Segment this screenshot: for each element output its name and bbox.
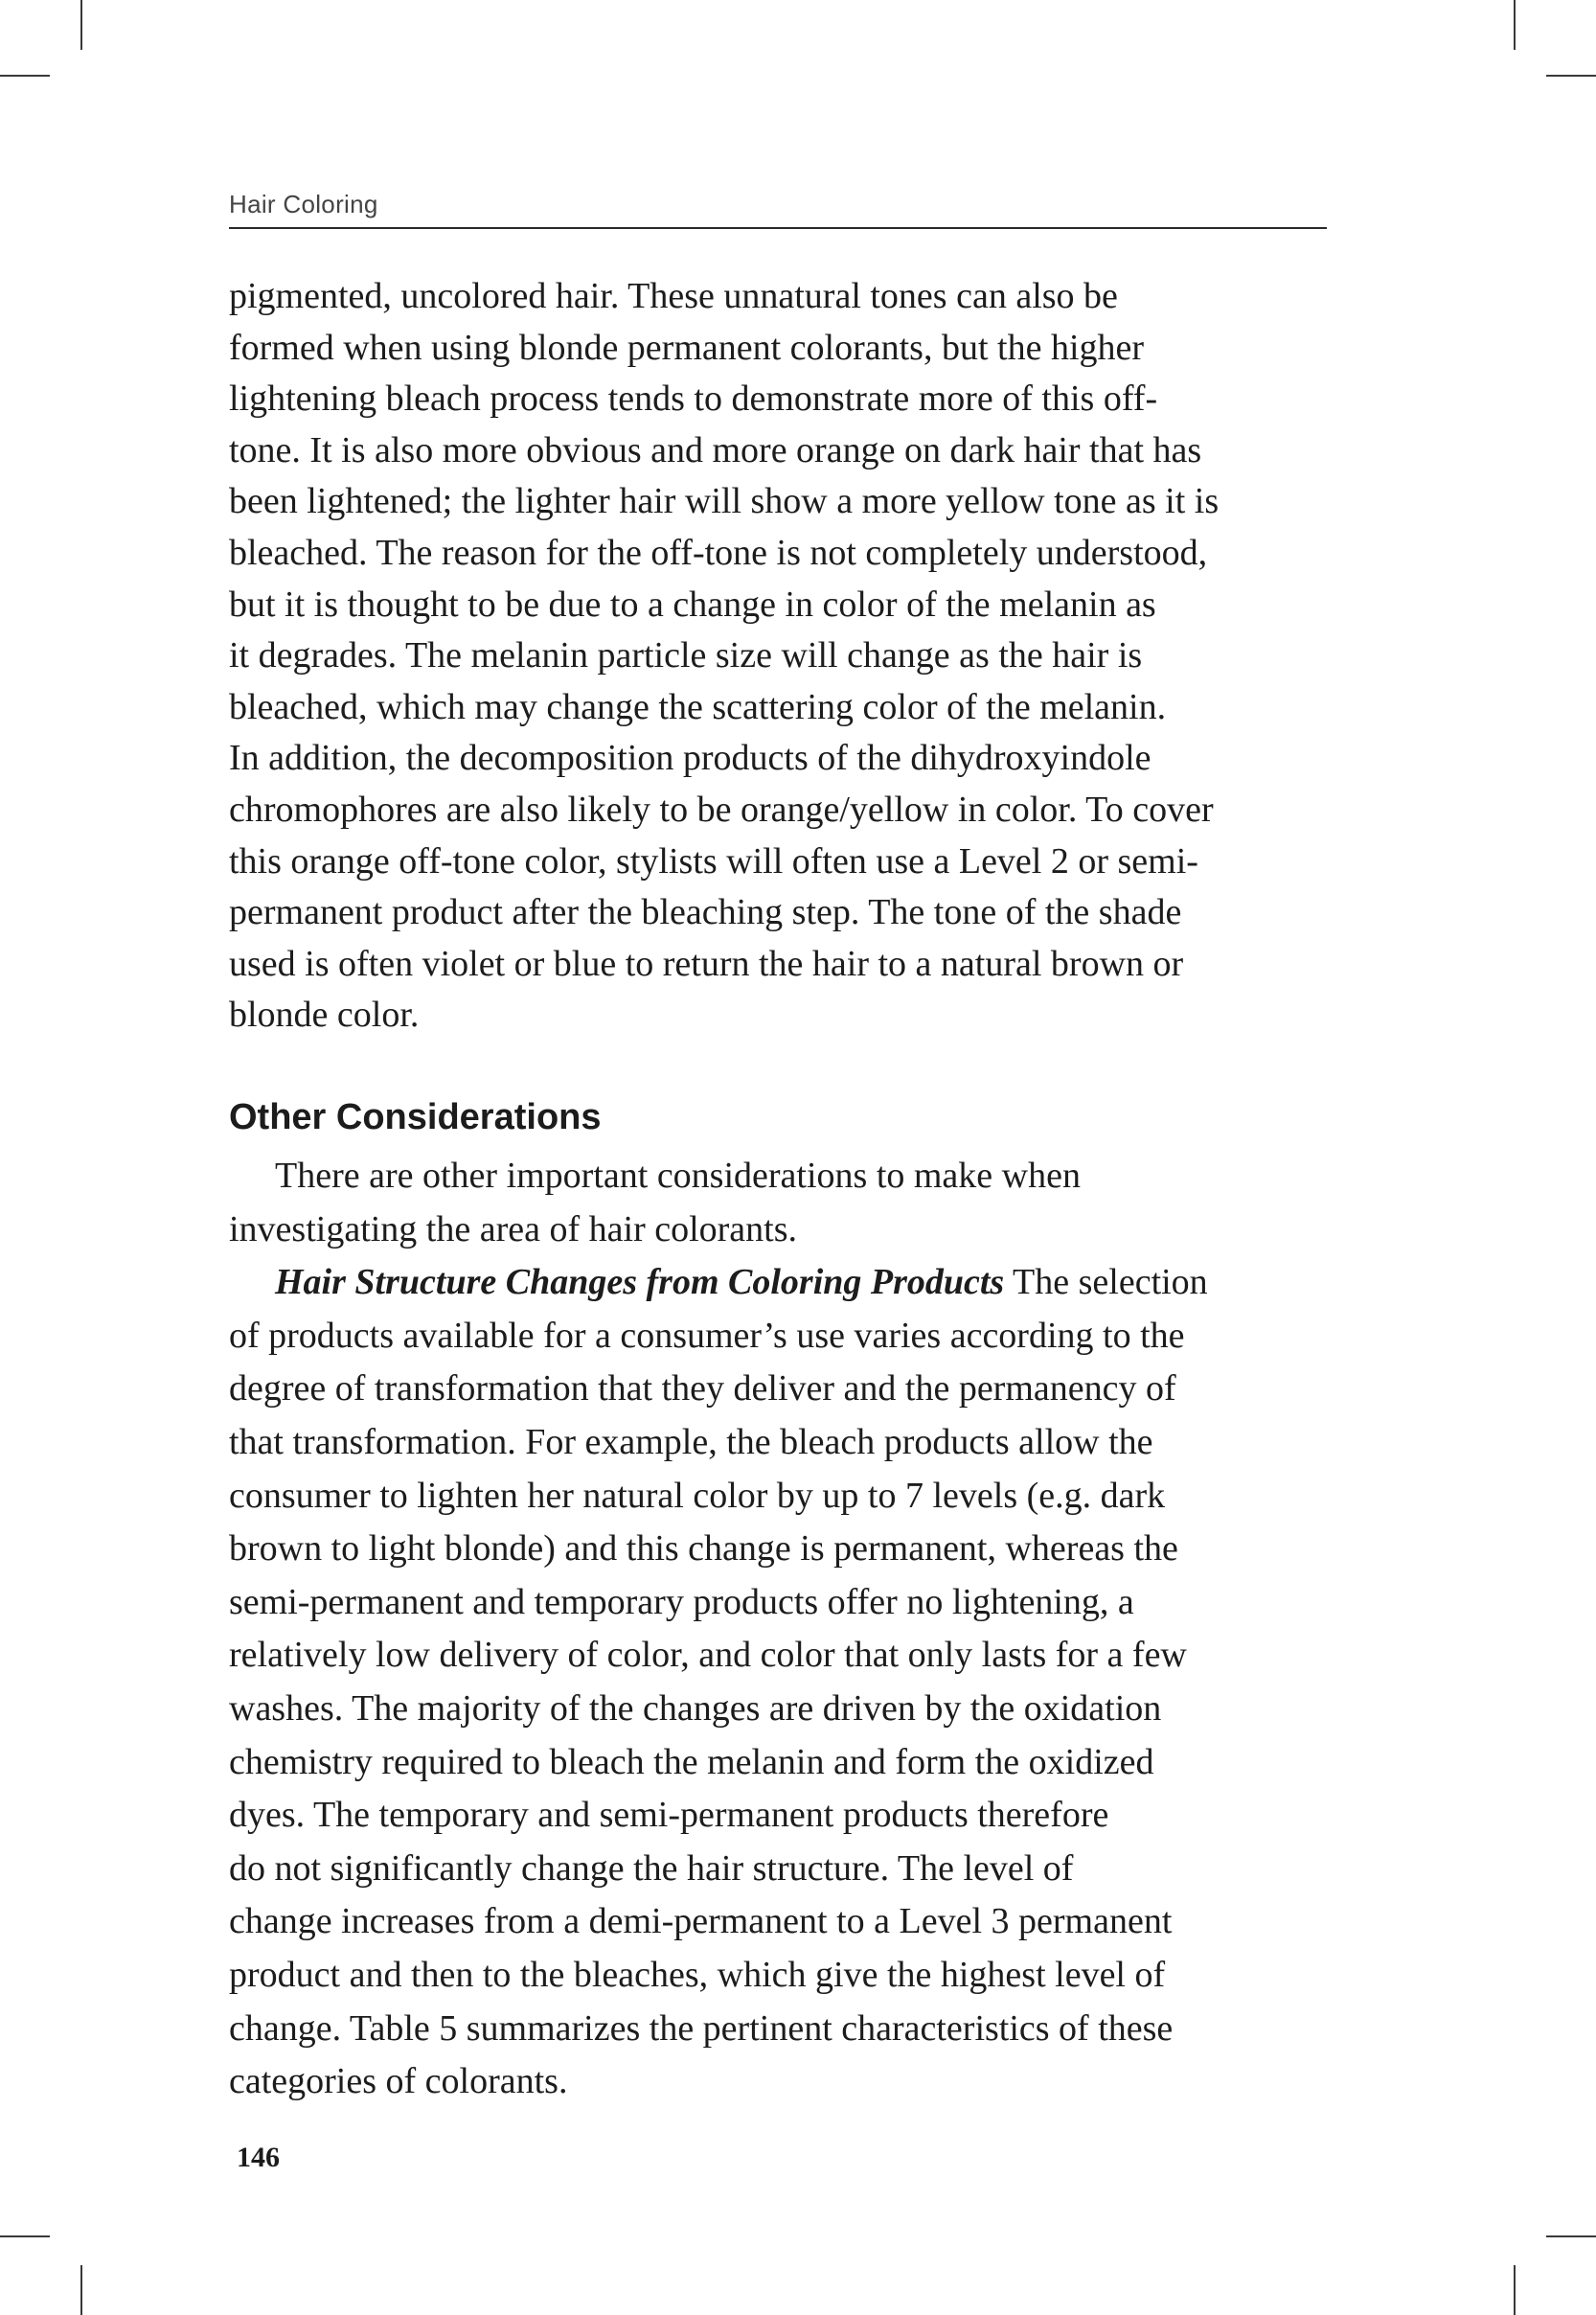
crop-mark-top-left-horizontal	[0, 75, 50, 77]
text-line: it degrades. The melanin particle size will change as the hair is	[229, 635, 1143, 676]
crop-mark-bottom-right-vertical	[1514, 2265, 1516, 2315]
text-line: change. Table 5 summarizes the pertinent characteristics of these	[229, 2007, 1174, 2049]
text-line: consumer to lighten her natural color by up to 7 levels (e.g. dark	[229, 1475, 1166, 1516]
page-number: 146	[237, 2142, 280, 2173]
paragraph-continuation	[229, 271, 1327, 1042]
running-head-title: Hair Coloring	[229, 190, 378, 218]
text-line: permanent product after the bleaching step. The tone of the shade	[229, 892, 1182, 933]
text-line: blonde color.	[229, 995, 420, 1036]
text-line: investigating the area of hair colorants.	[229, 1208, 798, 1249]
text-line: chemistry required to bleach the melanin and form the oxidized	[229, 1741, 1154, 1782]
text-line: of products available for a consumer’s use varies according to the	[229, 1315, 1185, 1356]
section-heading: Other Considerations	[229, 1097, 602, 1137]
text-line: change increases from a demi-permanent to a Level 3 permanent	[229, 1901, 1173, 1942]
section-body	[229, 1150, 1327, 2109]
text-line: pigmented, uncolored hair. These unnatural tones can also be	[229, 276, 1118, 316]
text-line: do not significantly change the hair structure. The level of	[229, 1847, 1074, 1889]
crop-mark-top-left-vertical	[80, 0, 82, 50]
crop-mark-top-right-horizontal	[1546, 75, 1596, 77]
text-line: dyes. The temporary and semi-permanent products therefore	[229, 1795, 1109, 1836]
runin-line	[229, 1256, 1327, 1310]
text-line: washes. The majority of the changes are driven by the oxidation	[229, 1687, 1162, 1729]
text-line: bleached. The reason for the off-tone is not completely understood,	[229, 532, 1208, 573]
text-line: but it is thought to be due to a change in color of the melanin as	[229, 584, 1156, 625]
crop-mark-bottom-right-horizontal	[1546, 2235, 1596, 2237]
text-line: formed when using blonde permanent colorants, but the higher	[229, 327, 1145, 368]
text-line: In addition, the decomposition products of the dihydroxyindole	[229, 738, 1151, 779]
runin-head: Hair Structure Changes from Coloring Products	[275, 1262, 1005, 1303]
text-line: categories of colorants.	[229, 2061, 568, 2102]
runin-line-rest: The selection	[1004, 1262, 1208, 1303]
crop-mark-bottom-left-vertical	[80, 2265, 82, 2315]
text-line: bleached, which may change the scattering color of the melanin.	[229, 686, 1167, 727]
running-head	[229, 189, 1327, 229]
text-line: been lightened; the lighter hair will show a more yellow tone as it is	[229, 481, 1220, 522]
text-line: semi-permanent and temporary products offer no lightening, a	[229, 1581, 1134, 1622]
text-line: chromophores are also likely to be orange/yellow in color. To cover	[229, 789, 1214, 830]
text-line: tone. It is also more obvious and more orange on dark hair that has	[229, 429, 1202, 470]
text-line: brown to light blonde) and this change is permanent, whereas the	[229, 1528, 1178, 1570]
text-line: used is often violet or blue to return the hair to a natural brown or	[229, 943, 1184, 984]
text-line: product and then to the bleaches, which give the highest level of	[229, 1954, 1166, 1995]
text-line: this orange off-tone color, stylists will often use a Level 2 or semi-	[229, 840, 1198, 882]
text-line: relatively low delivery of color, and color that only lasts for a few	[229, 1635, 1187, 1676]
text-line: lightening bleach process tends to demonstrate more of this off-	[229, 378, 1158, 420]
crop-mark-bottom-left-horizontal	[0, 2235, 50, 2237]
text-line: There are other important considerations to make when	[275, 1156, 1081, 1196]
text-line: that transformation. For example, the bleach products allow the	[229, 1421, 1153, 1462]
text-line: degree of transformation that they deliver and the permanency of	[229, 1368, 1176, 1410]
crop-mark-top-right-vertical	[1514, 0, 1516, 50]
